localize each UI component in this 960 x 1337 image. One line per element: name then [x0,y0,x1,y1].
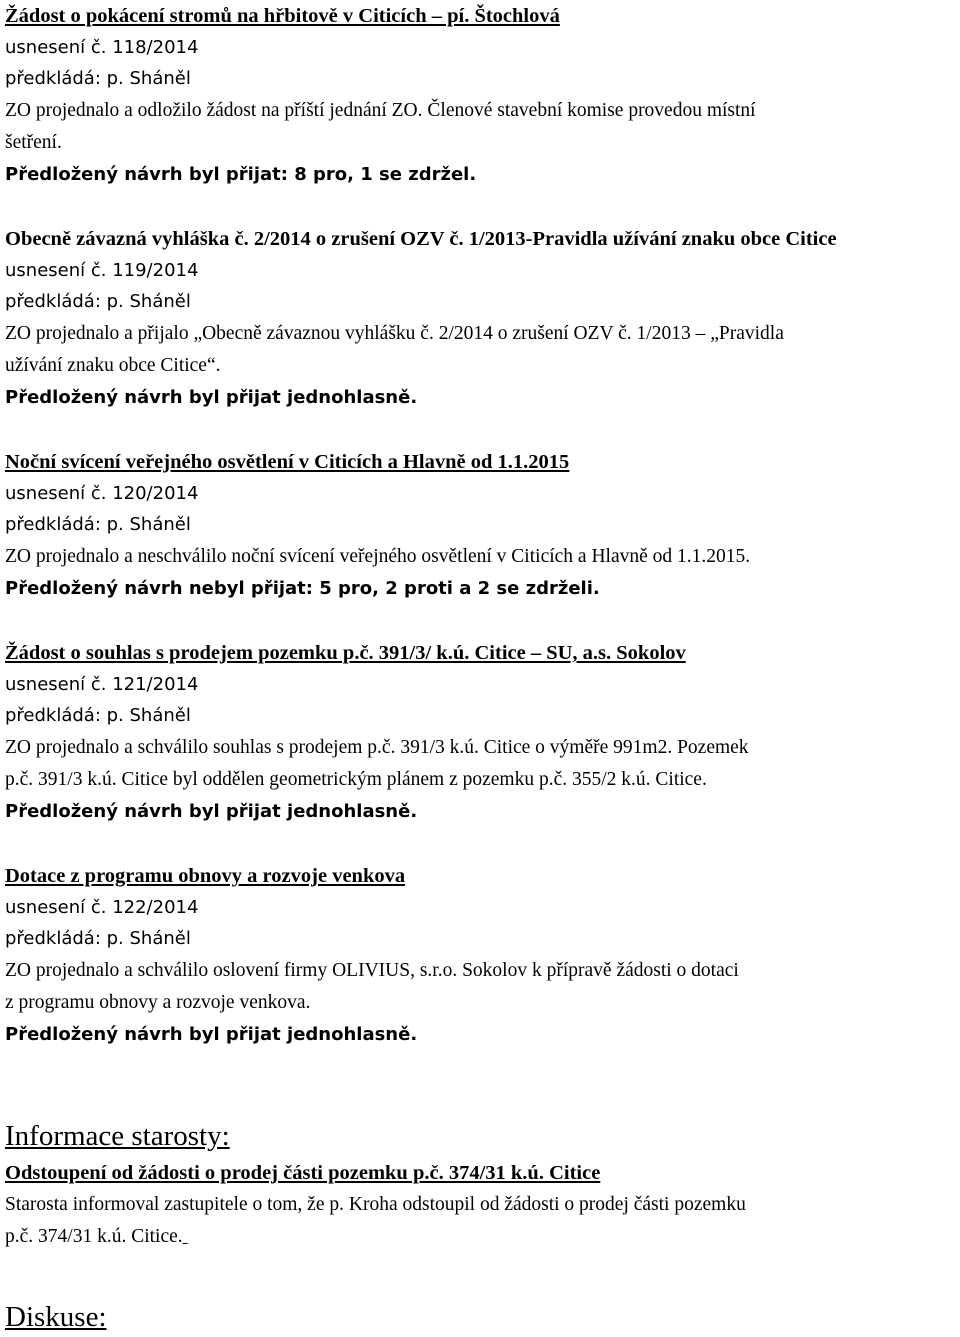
trailing-underline [183,1226,188,1247]
resolution-number: usnesení č. 122/2014 [5,897,199,918]
item-title: Žádost o souhlas s prodejem pozemku p.č. 391/3/ k.ú. Citice – SU, a.s. Sokolov [5,642,686,664]
resolution-number: usnesení č. 118/2014 [5,37,199,58]
vote-result: Předložený návrh nebyl přijat: 5 pro, 2 proti a 2 se zdrželi. [5,578,600,599]
body-line [5,1221,188,1253]
item-title: Žádost o pokácení stromů na hřbitově v Citicích – pí. Štochlová [5,5,560,27]
body-line: šetření. [5,132,62,153]
item-title: Noční svícení veřejného osvětlení v Citicích a Hlavně od 1.1.2015 [5,451,570,473]
presenter: předkládá: p. Sháněl [5,928,191,949]
body-line: p.č. 391/3 k.ú. Citice byl oddělen geometrickým plánem z pozemku p.č. 355/2 k.ú. Citice. [5,769,707,790]
body-line: ZO projednalo a odložilo žádost na příští jednání ZO. Členové stavební komise provedou místní [5,100,756,121]
section-heading: Diskuse: [5,1301,107,1333]
body-line: z programu obnovy a rozvoje venkova. [5,992,311,1013]
body-line: užívání znaku obce Citice“. [5,355,221,376]
item-title: Obecně závazná vyhláška č. 2/2014 o zrušení OZV č. 1/2013-Pravidla užívání znaku obce Citice [5,228,837,250]
presenter: předkládá: p. Sháněl [5,291,191,312]
item-title: Dotace z programu obnovy a rozvoje venkova [5,865,406,887]
vote-result: Předložený návrh byl přijat jednohlasně. [5,801,418,822]
body-line: ZO projednalo a přijalo „Obecně závaznou vyhlášku č. 2/2014 o zrušení OZV č. 1/2013 – „Pravidla [5,323,784,344]
section-heading: Informace starosty: [5,1120,230,1152]
vote-result: Předložený návrh byl přijat: 8 pro, 1 se zdržel. [5,164,477,185]
body-line: Starosta informoval zastupitele o tom, že p. Kroha odstoupil od žádosti o prodej části pozemku [5,1194,746,1215]
body-line: ZO projednalo a neschválilo noční svícení veřejného osvětlení v Citicích a Hlavně od 1.1.2015. [5,546,751,567]
vote-result: Předložený návrh byl přijat jednohlasně. [5,387,418,408]
body-text: p.č. 374/31 k.ú. Citice. [5,1226,183,1247]
body-line: ZO projednalo a schválilo souhlas s prodejem p.č. 391/3 k.ú. Citice o výměře 991m2. Pozemek [5,737,749,758]
resolution-number: usnesení č. 120/2014 [5,483,199,504]
body-line: ZO projednalo a schválilo oslovení firmy OLIVIUS, s.r.o. Sokolov k přípravě žádosti o dotaci [5,960,739,981]
presenter: předkládá: p. Sháněl [5,68,191,89]
presenter: předkládá: p. Sháněl [5,705,191,726]
resolution-number: usnesení č. 119/2014 [5,260,199,281]
info-subtitle: Odstoupení od žádosti o prodej části pozemku p.č. 374/31 k.ú. Citice [5,1162,601,1184]
presenter: předkládá: p. Sháněl [5,514,191,535]
vote-result: Předložený návrh byl přijat jednohlasně. [5,1024,418,1045]
resolution-number: usnesení č. 121/2014 [5,674,199,695]
